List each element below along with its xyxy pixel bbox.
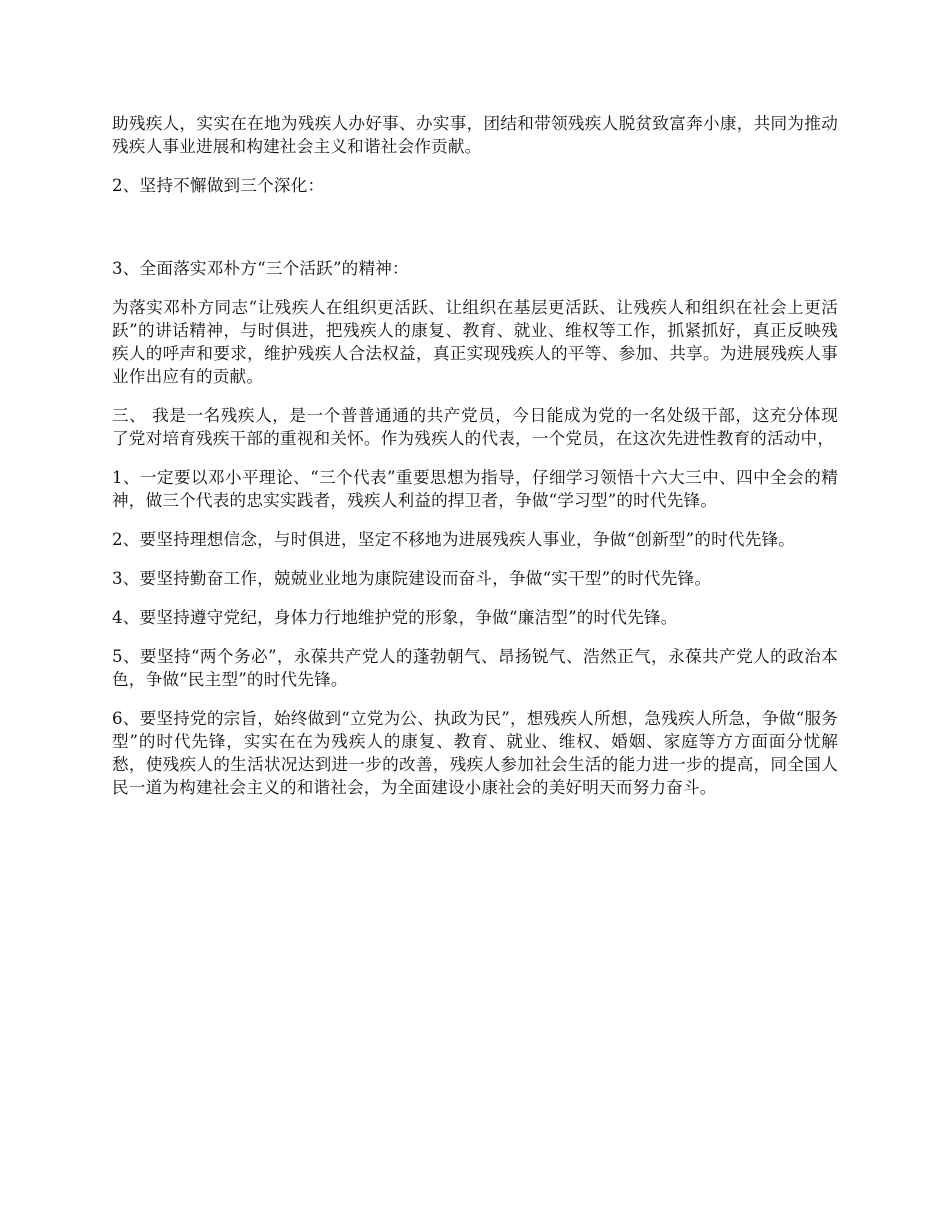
paragraph-section-three: 三、 我是一名残疾人，是一个普普通通的共产党员，今日能成为党的一名处级干部，这充分体现了党对培育残疾干部的重视和关怀。作为残疾人的代表，一个党员，在这次先进性教育的活动中， <box>112 406 838 448</box>
blank-spacer <box>112 213 838 257</box>
paragraph-point-1: 1、一定要以邓小平理论、“三个代表”重要思想为指导，仔细学习领悟十六大三中、四中全会的精神，做三个代表的忠实实践者，残疾人利益的捍卫者，争做“学习型”的时代先锋。 <box>112 468 838 510</box>
paragraph-point-5: 5、要坚持“两个务必”，永葆共产党人的蓬勃朝气、昂扬锐气、浩然正气，永葆共产党人的政治本色，争做“民主型”的时代先锋。 <box>112 647 838 689</box>
paragraph-point-2: 2、要坚持理想信念，与时俱进，坚定不移地为进展残疾人事业，争做“创新型”的时代先锋。 <box>112 530 796 549</box>
paragraph-item-3-three-active: 3、全面落实邓朴方“三个活跃”的精神： <box>112 259 409 278</box>
paragraph-point-3: 3、要坚持勤奋工作，兢兢业业地为康院建设而奋斗，争做“实干型”的时代先锋。 <box>112 569 712 588</box>
paragraph-point-4: 4、要坚持遵守党纪，身体力行地维护党的形象，争做“廉洁型”的时代先锋。 <box>112 608 678 627</box>
paragraph-point-6: 6、要坚持党的宗旨，始终做到“立党为公、执政为民”，想残疾人所想，急残疾人所急，争做“服务型”的时代先锋，实实在在为残疾人的康复、教育、就业、维权、婚姻、家庭等方方面面分忧解愁，使残疾人的生活状况达到进一步的改善，残疾人参加社会生活的能力进一步的提高，同全国人民一道为构建社会主义的和谐社会，为全面建设小康社会的美好明天而努力奋斗。 <box>112 709 838 797</box>
paragraph-intro-continuation: 助残疾人，实实在在地为残疾人办好事、办实事，团结和带领残疾人脱贫致富奔小康，共同为推动残疾人事业进展和构建社会主义和谐社会作贡献。 <box>112 114 838 156</box>
paragraph-item-2-deepening: 2、坚持不懈做到三个深化： <box>112 176 325 195</box>
paragraph-implementation-detail: 为落实邓朴方同志“让残疾人在组织更活跃、让组织在基层更活跃、让残疾人和组织在社会上更活跃”的讲话精神，与时俱进，把残疾人的康复、教育、就业、维权等工作，抓紧抓好，真正反映残疾人的呼声和要求，维护残疾人合法权益，真正实现残疾人的平等、参加、共享。为进展残疾人事业作出应有的贡献。 <box>112 298 838 386</box>
document-body <box>112 112 838 815</box>
